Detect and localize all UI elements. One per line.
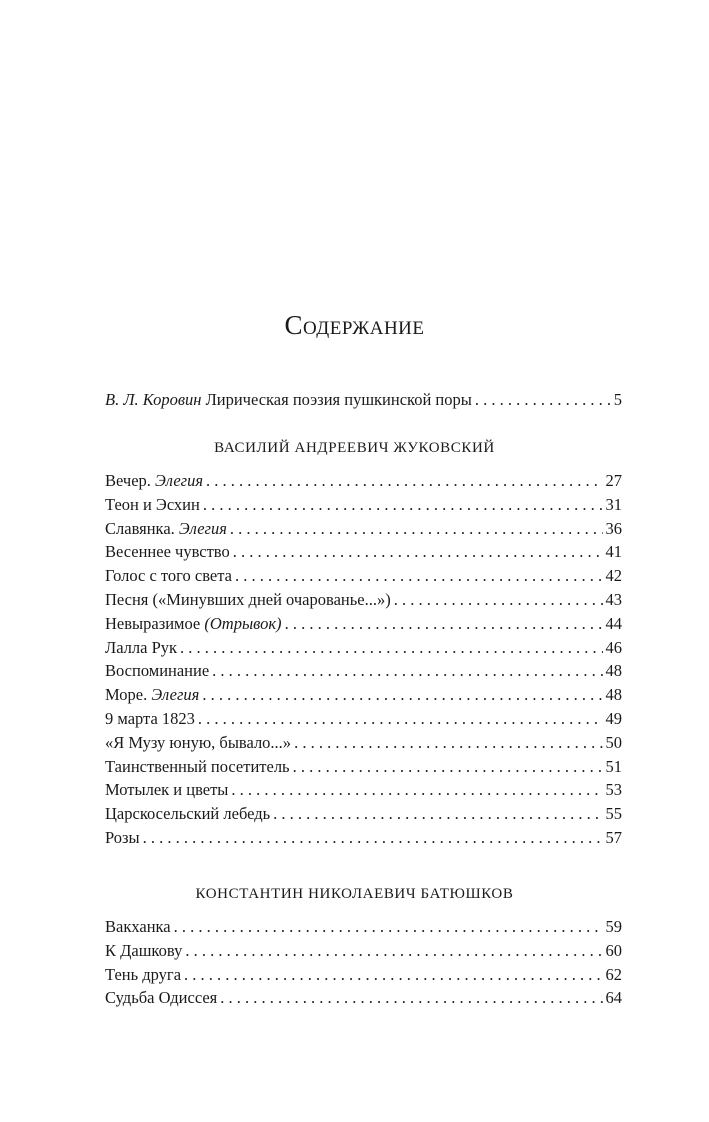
dot-leader	[203, 493, 603, 517]
toc-entry[interactable]	[105, 915, 622, 939]
section-entries	[105, 469, 622, 850]
dot-leader	[233, 540, 603, 564]
entry-page: 44	[605, 613, 622, 633]
page-title: Содержание	[284, 310, 425, 340]
entry-title: Весеннее чувство	[105, 542, 230, 562]
entry-title: Царскосельский лебедь	[105, 804, 271, 824]
entry-page: 62	[605, 964, 622, 984]
toc-entry[interactable]	[105, 659, 622, 683]
entry-page: 43	[605, 589, 622, 609]
entry-page: 41	[605, 542, 622, 562]
entry-title: Мотылек и цветы	[105, 780, 229, 800]
toc-entry[interactable]	[105, 636, 622, 660]
entry-subtitle: (Отрывок)	[204, 613, 282, 633]
entry-title: Воспоминание	[105, 661, 210, 681]
section-heading: КОНСТАНТИН НИКОЛАЕВИЧ БАТЮШКОВ	[195, 886, 514, 902]
dot-leader	[185, 939, 602, 963]
entry-page: 50	[605, 732, 622, 752]
toc-entry[interactable]	[105, 963, 622, 987]
toc-entry[interactable]	[105, 707, 622, 731]
entry-title: «Я Музу юную, бывало...»	[105, 732, 292, 752]
entry-title: Невыразимое	[105, 613, 205, 633]
dot-leader	[198, 707, 603, 731]
entry-page: 36	[605, 518, 622, 538]
toc-entry[interactable]	[105, 986, 622, 1010]
entry-title: Славянка.	[105, 518, 179, 538]
entry-subtitle: Элегия	[178, 518, 227, 538]
toc-entry[interactable]	[105, 755, 622, 779]
entry-title: Тень друга	[105, 964, 182, 984]
entry-page: 49	[605, 708, 622, 728]
entry-page: 53	[605, 780, 622, 800]
dot-leader	[231, 778, 602, 802]
toc-entry[interactable]	[105, 517, 622, 541]
dot-leader	[212, 659, 602, 683]
entry-page: 51	[605, 756, 622, 776]
entry-page: 48	[605, 685, 622, 705]
intro-entry	[105, 388, 622, 412]
toc-entry[interactable]	[105, 469, 622, 493]
entry-subtitle: Элегия	[151, 685, 200, 705]
dot-leader	[206, 469, 602, 493]
toc-entry[interactable]	[105, 731, 622, 755]
entry-title: Вечер.	[105, 471, 156, 490]
entry-title: Лалла Рук	[105, 637, 178, 657]
entry-page: 59	[605, 917, 622, 936]
dot-leader	[235, 564, 603, 588]
entry-title: Розы	[105, 827, 140, 847]
dot-leader	[285, 612, 603, 636]
section-heading: ВАСИЛИЙ АНДРЕЕВИЧ ЖУКОВСКИЙ	[214, 440, 495, 456]
dot-leader	[143, 826, 603, 850]
entry-subtitle: Элегия	[155, 471, 204, 490]
toc-entry[interactable]	[105, 683, 622, 707]
dot-leader	[202, 683, 602, 707]
toc-entry[interactable]	[105, 388, 622, 412]
entry-title: К Дашкову	[105, 940, 183, 960]
toc-entry[interactable]	[105, 939, 622, 963]
toc-entry[interactable]	[105, 778, 622, 802]
dot-leader	[294, 731, 602, 755]
entry-page: 46	[605, 637, 622, 657]
dot-leader	[293, 755, 603, 779]
entry-title: Лирическая поэзия пушкинской поры	[201, 390, 472, 409]
entry-page: 64	[605, 988, 622, 1008]
dot-leader	[180, 636, 602, 660]
entry-title: Море.	[105, 685, 152, 705]
entry-author: В. Л. Коровин	[105, 390, 202, 409]
entry-page: 60	[605, 940, 622, 960]
dot-leader	[174, 915, 603, 939]
dot-leader	[273, 802, 602, 826]
toc-entry[interactable]	[105, 564, 622, 588]
entry-title: Теон и Эсхин	[105, 494, 200, 514]
dot-leader	[394, 588, 603, 612]
toc-entry[interactable]	[105, 493, 622, 517]
toc-entry[interactable]	[105, 540, 622, 564]
dot-leader	[230, 517, 603, 541]
entry-title: Таинственный посетитель	[105, 756, 290, 776]
entry-page: 5	[613, 390, 622, 409]
entry-page: 31	[605, 494, 622, 514]
toc-entry[interactable]	[105, 588, 622, 612]
entry-page: 42	[605, 566, 622, 586]
entry-title: Вакханка	[105, 917, 171, 936]
entry-page: 27	[605, 471, 622, 490]
dot-leader	[475, 388, 611, 412]
entry-title: Песня («Минувших дней очарованье...»)	[105, 589, 391, 609]
dot-leader	[220, 986, 602, 1010]
entry-page: 48	[605, 661, 622, 681]
entry-page: 57	[605, 827, 622, 847]
entry-title: Судьба Одиссея	[105, 988, 218, 1008]
toc-entry[interactable]	[105, 826, 622, 850]
entry-title: Голос с того света	[105, 566, 232, 586]
entry-title: 9 марта 1823	[105, 708, 195, 728]
dot-leader	[184, 963, 602, 987]
section-entries	[105, 915, 622, 1010]
entry-page: 55	[605, 804, 622, 824]
toc-entry[interactable]	[105, 802, 622, 826]
toc-entry[interactable]	[105, 612, 622, 636]
